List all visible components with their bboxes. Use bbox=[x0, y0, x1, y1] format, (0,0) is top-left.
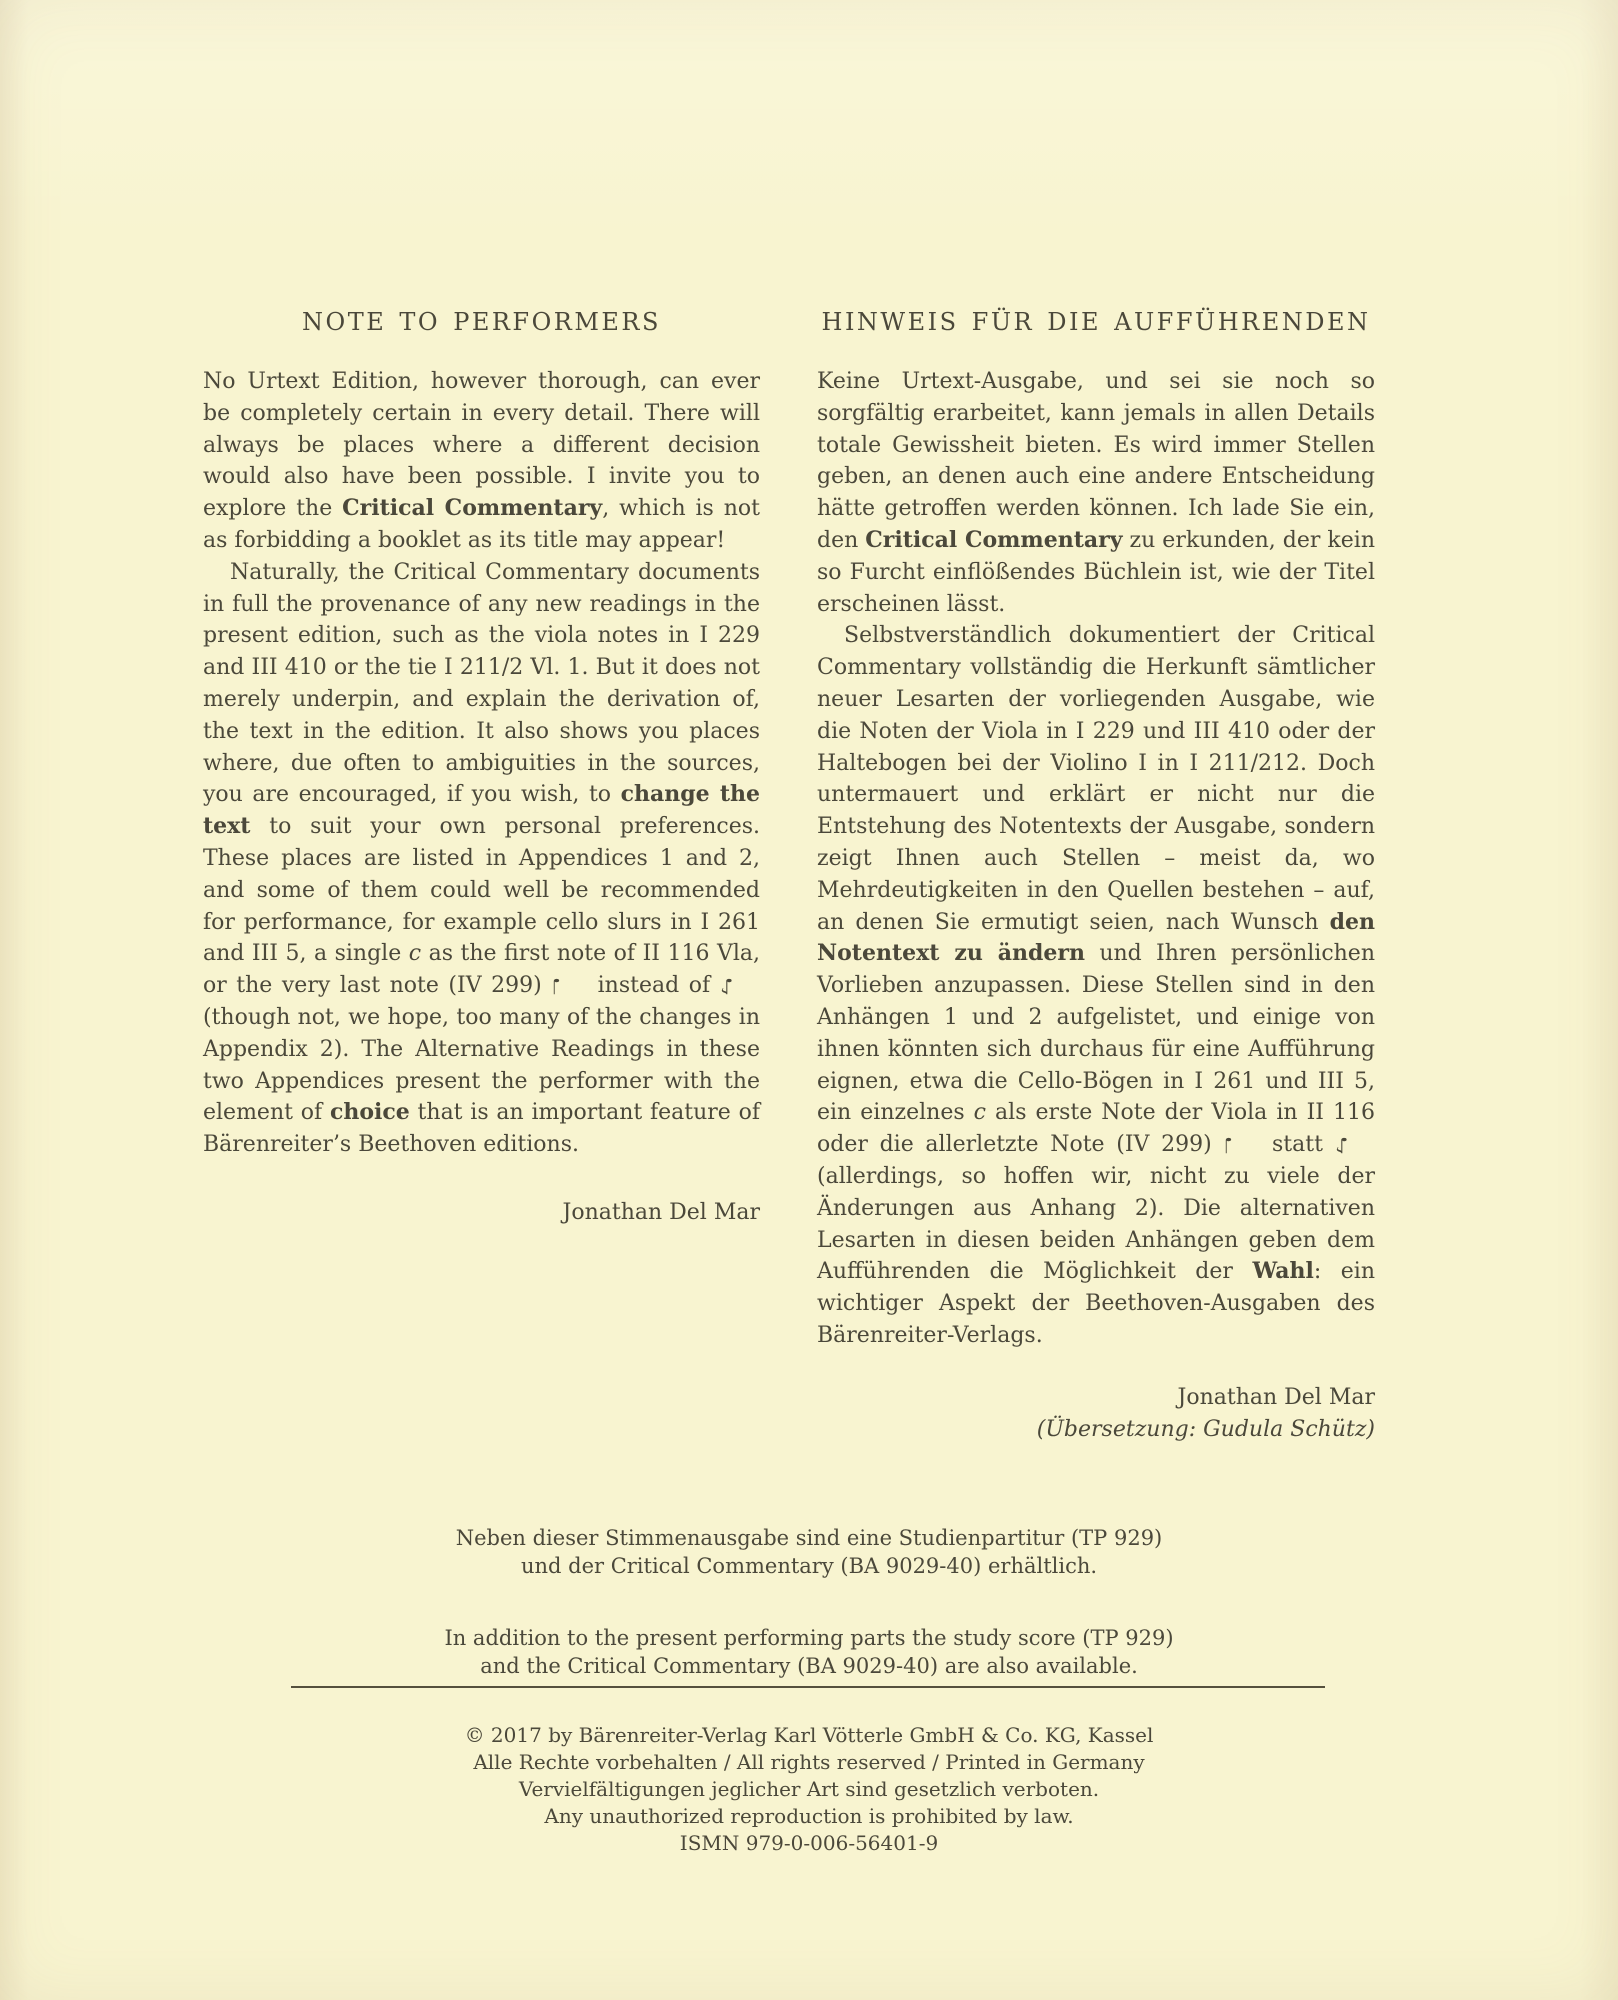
text-segment: den Notentext zu ändern bbox=[817, 908, 1375, 967]
text-segment: und Ihren persönlichen Vorlieben anzupassen. Diese Stellen sind in den Anhängen 1 und 2 aufgelistet, und einige von ihnen könnten sich durchaus für eine Aufführung eignen, etwa die Cello-Bögen in I 261 und III 5, ein einzelnes bbox=[817, 941, 1375, 1126]
imprint-rights: Alle Rechte vorbehalten / All rights reserved / Printed in Germany bbox=[473, 1750, 1145, 1774]
note-english-section bbox=[203, 306, 760, 1229]
english-paragraph-1 bbox=[203, 366, 760, 557]
text-segment: statt bbox=[1260, 1132, 1335, 1158]
text-segment: (allerdings, so hoffen wir, nicht zu viele der Änderungen aus Anhang 2). Die alternativen Lesarten in diesen beiden Anhängen geben dem Aufführenden die Möglichkeit der bbox=[817, 1163, 1375, 1285]
text-segment: (though not, we hope, too many of the changes in Appendix 2). The Alternative Readings in these two Appendices present the performer with the element of bbox=[203, 1004, 760, 1126]
german-heading: HINWEIS FÜR DIE AUFFÜHRENDEN bbox=[821, 308, 1371, 336]
imprint bbox=[0, 1722, 1618, 1857]
imprint-ismn: ISMN 979-0-006-56401-9 bbox=[679, 1831, 939, 1855]
text-segment: change the text bbox=[203, 781, 760, 840]
text-segment: als erste Note der Viola in II 116 oder die allerletzte Note (IV 299) bbox=[817, 1100, 1375, 1158]
text-line: In addition to the present performing parts the study score (TP 929) bbox=[444, 1626, 1174, 1650]
english-signature: Jonathan Del Mar bbox=[562, 1199, 760, 1225]
text-segment: instead of bbox=[588, 973, 720, 999]
english-paragraph-2 bbox=[203, 557, 760, 1161]
eighth-note-icon: ♪ bbox=[719, 974, 734, 999]
text-segment: No Urtext Edition, however thorough, can ever be completely certain in every detail. There will always be places where a different decision would also have been possible. I invite you to explore the bbox=[203, 369, 760, 522]
text-segment: zu erkunden, der kein so Furcht einflößendes Büchlein ist, wie der Titel erscheinen lässt. bbox=[817, 527, 1375, 617]
imprint-verboten: Vervielfältigungen jeglicher Art sind gesetzlich verboten. bbox=[518, 1777, 1100, 1801]
text-segment: : ein wichtiger Aspekt der Beethoven-Ausgaben des Bärenreiter-Verlags. bbox=[817, 1259, 1375, 1348]
text-segment: that is an important feature of Bärenreiter’s Beethoven editions. bbox=[203, 1100, 760, 1158]
availability-german bbox=[0, 1524, 1618, 1580]
german-paragraph-2 bbox=[817, 620, 1375, 1351]
text-segment: choice bbox=[329, 1099, 410, 1126]
eighth-note-icon: ♪ bbox=[1334, 1133, 1348, 1158]
imprint-copyright: © 2017 by Bärenreiter-Verlag Karl Vötterle GmbH & Co. KG, Kassel bbox=[464, 1723, 1154, 1747]
text-segment: to suit your own personal preferences. These places are listed in Appendices 1 and 2, and some of them could well be recommended for performance, for example cello slurs in I 261 and III 5, a single bbox=[203, 814, 760, 967]
german-signature: Jonathan Del Mar bbox=[1177, 1384, 1375, 1410]
text-segment: Naturally, the Critical Commentary documents in full the provenance of any new readings in the present edition, such as the viola notes in I 229 and III 410 or the tie I 211/2 Vl. 1. But it does not merely underpin, and explain the derivation of, the text in the edition. It also shows you places where, due often to ambiguities in the sources, you are encouraged, if you wish, to bbox=[203, 559, 760, 808]
text-segment: Wahl bbox=[1252, 1258, 1314, 1285]
note-german-section bbox=[817, 306, 1375, 1445]
imprint-prohibited: Any unauthorized reproduction is prohibited by law. bbox=[544, 1804, 1074, 1828]
text-segment: Selbstverständlich dokumentiert der Critical Commentary vollständig die Herkunft sämtlicher neuer Lesarten der vorliegenden Ausgabe, wie die Noten der Viola in I 229 und III 410 oder der Haltebogen bei der Violino I in I 211/212. Doch untermauert und erklärt er nicht nur die Entstehung des Notentexts der Ausgabe, sondern zeigt Ihnen auch Stellen – meist da, wo Mehrdeutigkeiten in den Quellen bestehen – auf, an denen Sie ermutigt seien, nach Wunsch bbox=[817, 623, 1375, 935]
text-segment: , which is not as forbidding a booklet as its title may appear! bbox=[203, 496, 760, 553]
german-paragraph-1 bbox=[817, 366, 1375, 620]
quarter-note-icon: ♩ bbox=[551, 974, 562, 999]
text-line: Neben dieser Stimmenausgabe sind eine Studienpartitur (TP 929) bbox=[455, 1526, 1163, 1550]
text-line: und der Critical Commentary (BA 9029-40) erhältlich. bbox=[520, 1554, 1098, 1578]
text-segment: c bbox=[973, 1100, 986, 1126]
german-translator-credit: (Übersetzung: Gudula Schütz) bbox=[1036, 1416, 1375, 1442]
divider-rule bbox=[291, 1686, 1325, 1688]
text-line: and the Critical Commentary (BA 9029-40) are also available. bbox=[480, 1654, 1138, 1678]
english-heading: NOTE TO PERFORMERS bbox=[302, 308, 661, 336]
text-segment: Critical Commentary bbox=[865, 526, 1123, 553]
text-segment: Critical Commentary bbox=[342, 495, 603, 522]
text-segment: Keine Urtext-Ausgabe, und sei sie noch so sorgfältig erarbeitet, kann jemals in allen Details totale Gewissheit bieten. Es wird immer Stellen geben, an denen auch eine andere Entscheidung hätte getroffen werden können. Ich lade Sie ein, den bbox=[817, 369, 1375, 553]
text-segment: as the first note of II 116 Vla, or the very last note (IV 299) bbox=[203, 941, 760, 999]
quarter-note-icon: ♩ bbox=[1223, 1133, 1234, 1158]
text-segment: c bbox=[408, 941, 422, 967]
availability-note bbox=[0, 1524, 1618, 1724]
availability-english bbox=[0, 1624, 1618, 1680]
